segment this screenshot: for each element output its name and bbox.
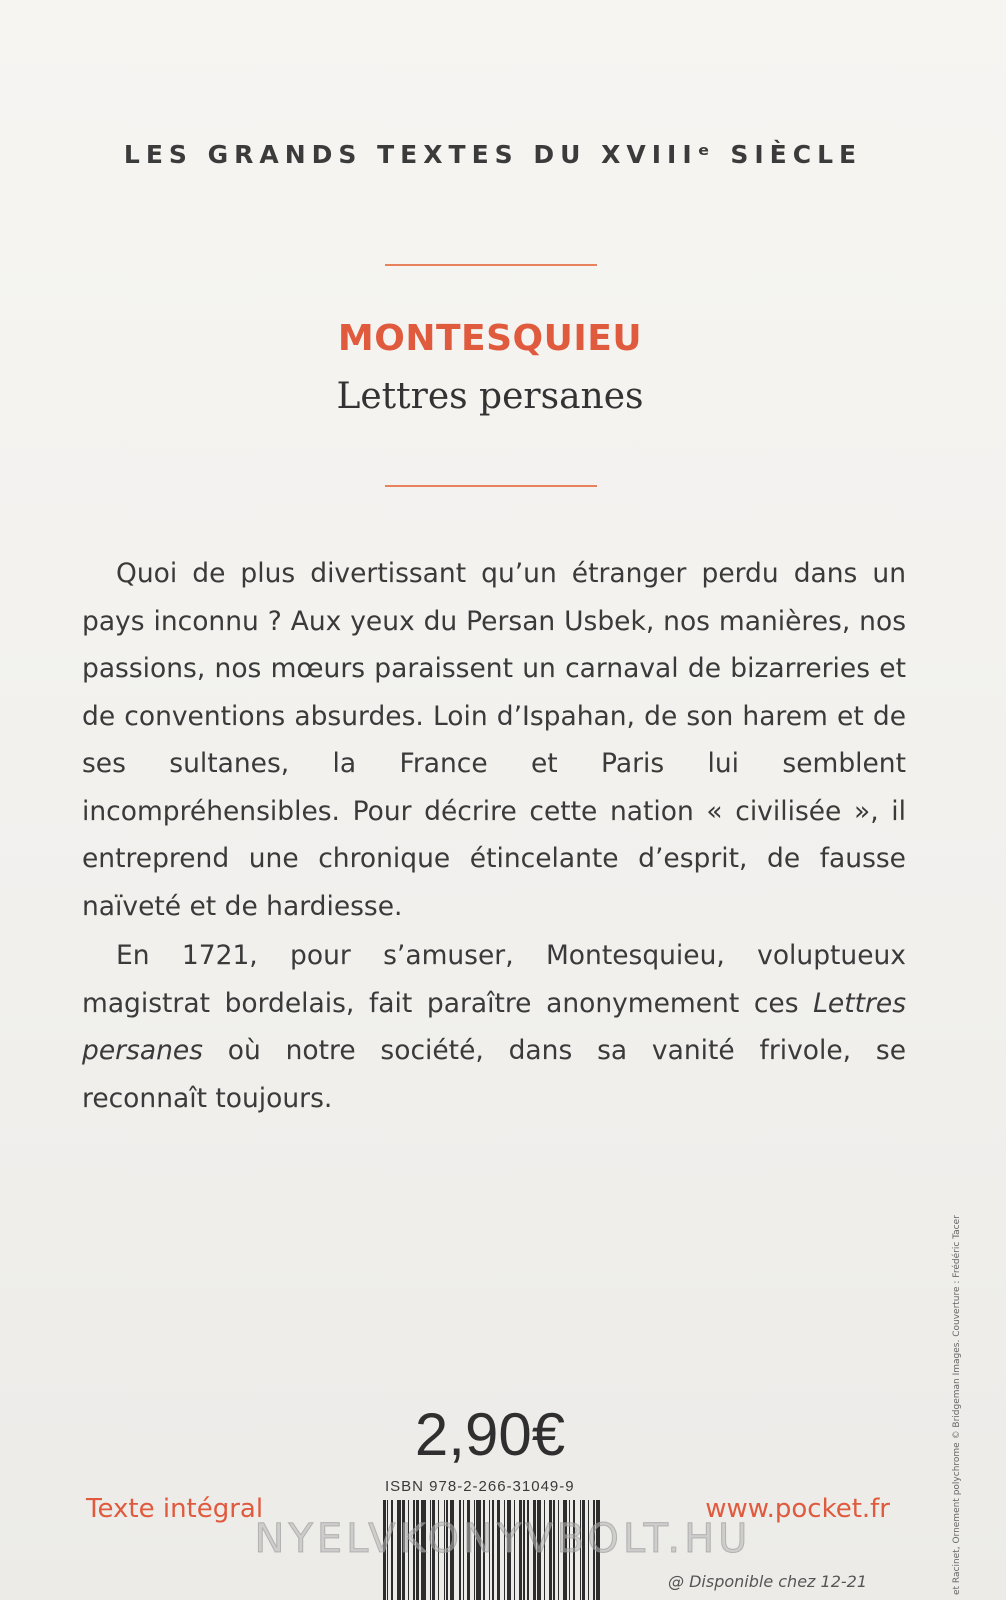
blurb-paragraph-2-start: En 1721, pour s’amuser, Montesquieu, voluptueux magistrat bordelais, fait paraître anonymement ces: [82, 940, 906, 1019]
website-link[interactable]: www.pocket.fr: [705, 1494, 890, 1524]
blurb-paragraph-2: [82, 932, 906, 1122]
availability-note: @ Disponible chez 12-21: [668, 1572, 868, 1591]
series-title: LES GRANDS TEXTES DU XVIIIᵉ SIÈCLE: [123, 140, 863, 169]
isbn: ISBN 978-2-266-31049-9: [385, 1478, 575, 1495]
author-name: MONTESQUIEU: [337, 318, 643, 359]
texte-integral-label: Texte intégral: [86, 1494, 264, 1524]
blurb-paragraph-1: Quoi de plus divertissant qu’un étranger perdu dans un pays inconnu ? Aux yeux du Persan Usbek, nos manières, nos passions, nos mœurs paraissent un carnaval de bizarreries et de conventions absurdes. Loin d’Ispahan, de son harem et de ses sultanes, la France et Paris lui semblent incompréhensibles. Pour décrire cette nation « civilisée », il entreprend une chronique étincelante d’esprit, de fausse naïveté et de hardiesse.: [82, 558, 906, 922]
top-divider: [385, 264, 597, 266]
watermark: NYELVKONYVBOLT.HU: [254, 1516, 752, 1562]
bottom-divider: [385, 485, 597, 487]
book-title: Lettres persanes: [336, 376, 644, 417]
cover-credits: et Racinet, Ornement polychrome © Bridgeman Images. Couverture : Frédéric Tacer: [952, 1215, 962, 1595]
blurb: [82, 550, 906, 1122]
blurb-paragraph-2-end: où notre société, dans sa vanité frivole, se reconnaît toujours.: [82, 1035, 906, 1114]
blurb-italic-title: Lettres persanes: [82, 987, 906, 1066]
price: 2,90€: [414, 1401, 566, 1468]
